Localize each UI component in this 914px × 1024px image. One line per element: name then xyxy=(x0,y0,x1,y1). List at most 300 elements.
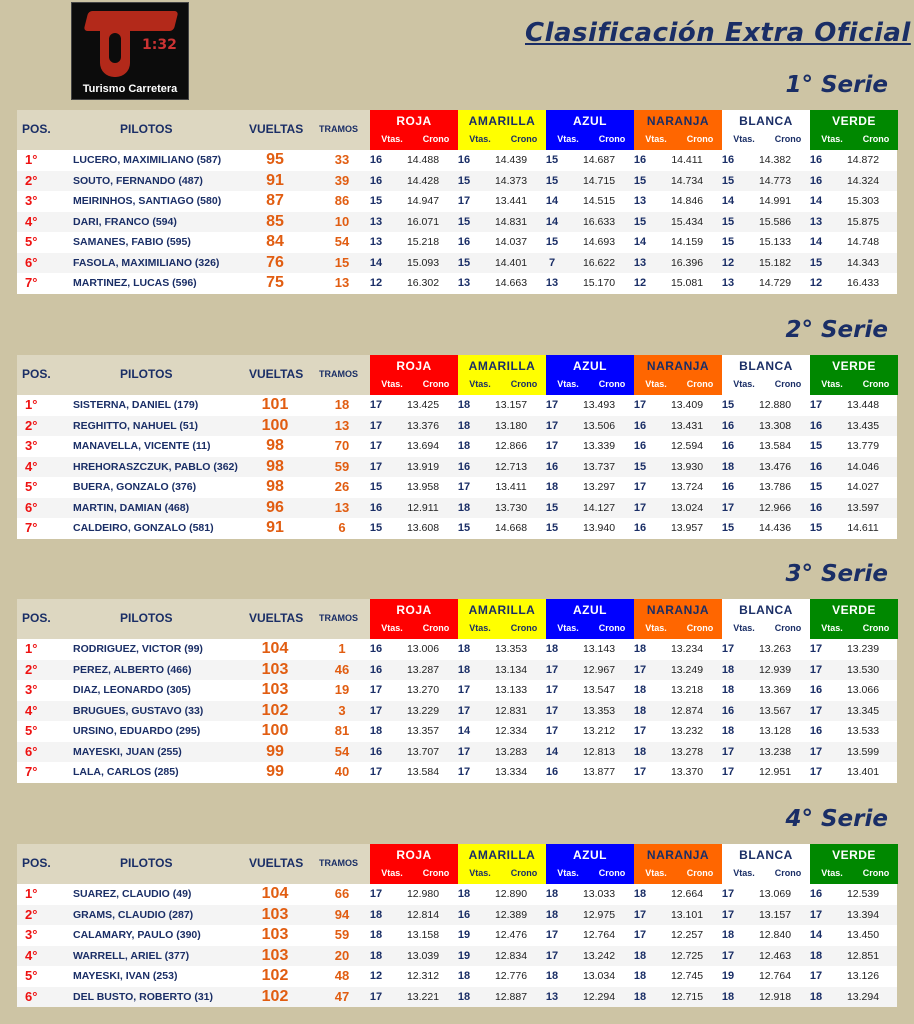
table-header xyxy=(17,599,897,639)
table-row xyxy=(17,742,897,763)
laps-cell: 100 xyxy=(261,722,289,739)
lane-time-cell: 13.737 xyxy=(582,460,616,473)
lane-laps-cell: 13 xyxy=(633,256,647,269)
lane-laps-cell: 18 xyxy=(633,970,647,982)
sections-cell: 15 xyxy=(334,254,350,270)
lane-laps-cell: 16 xyxy=(721,419,735,432)
sections-cell: 33 xyxy=(334,152,350,167)
position-cell: 2° xyxy=(25,417,38,433)
lane-time-cell: 13.411 xyxy=(495,481,527,493)
driver-name: MARTIN, DAMIAN (468) xyxy=(73,501,190,514)
lane-time-cell: 13.369 xyxy=(758,684,792,696)
lane-time-cell: 12.334 xyxy=(494,725,528,737)
sections-cell: 18 xyxy=(334,397,350,412)
driver-name: REGHITTO, NAHUEL (51) xyxy=(73,419,199,432)
lane-laps-cell: 18 xyxy=(457,440,471,452)
laps-cell: 104 xyxy=(261,640,289,657)
lane-time-cell: 13.218 xyxy=(670,684,704,696)
position-cell: 1° xyxy=(25,152,38,167)
lane-time-cell: 13.039 xyxy=(406,949,440,962)
driver-name: CALDEIRO, GONZALO (581) xyxy=(73,522,214,534)
sections-cell: 13 xyxy=(334,499,350,515)
lane-laps-cell: 16 xyxy=(633,154,647,166)
lane-laps-cell: 17 xyxy=(457,766,471,778)
lane-time-cell: 12.918 xyxy=(758,990,792,1003)
table-row xyxy=(17,639,897,660)
sections-cell: 26 xyxy=(334,479,350,494)
table-row xyxy=(17,518,897,539)
serie-title: 3° Serie xyxy=(785,561,888,587)
color-column-header xyxy=(722,844,810,884)
lane-time-cell: 13.263 xyxy=(758,643,792,655)
crono-label: Crono xyxy=(510,379,538,389)
lane-time-cell: 13.958 xyxy=(406,481,440,493)
table-header xyxy=(17,844,897,884)
lane-time-cell: 12.851 xyxy=(846,949,880,962)
laps-cell: 84 xyxy=(266,233,284,250)
laps-cell: 85 xyxy=(266,212,284,230)
lane-time-cell: 14.687 xyxy=(582,154,616,166)
header-tramos: TRAMOS xyxy=(319,369,358,379)
sections-cell: 59 xyxy=(334,458,350,474)
driver-name: DARI, FRANCO (594) xyxy=(73,215,177,228)
lane-time-cell: 12.776 xyxy=(494,970,528,982)
sections-cell: 10 xyxy=(334,213,350,229)
lane-laps-cell: 17 xyxy=(369,460,383,473)
lane-laps-cell: 15 xyxy=(457,256,471,269)
page-title: Clasificación Extra Oficial xyxy=(525,18,911,48)
color-column-header xyxy=(546,599,634,639)
vtas-label: Vtas. xyxy=(381,379,403,389)
sections-cell: 59 xyxy=(334,927,350,942)
lane-laps-cell: 16 xyxy=(721,481,735,493)
lane-time-cell: 14.439 xyxy=(494,154,528,166)
lane-laps-cell: 17 xyxy=(545,725,559,737)
sections-cell: 39 xyxy=(334,172,350,188)
lane-laps-cell: 15 xyxy=(633,215,647,228)
lane-time-cell: 15.875 xyxy=(846,215,880,228)
sections-cell: 54 xyxy=(334,234,350,249)
lane-laps-cell: 13 xyxy=(633,195,647,207)
lane-time-cell: 13.283 xyxy=(494,745,528,758)
color-name: ROJA xyxy=(396,114,432,128)
lane-laps-cell: 13 xyxy=(545,277,559,289)
lane-time-cell: 14.872 xyxy=(846,154,880,166)
crono-label: Crono xyxy=(862,868,890,878)
crono-label: Crono xyxy=(774,868,802,878)
lane-laps-cell: 16 xyxy=(809,888,823,900)
color-name: VERDE xyxy=(832,603,876,617)
lane-laps-cell: 13 xyxy=(545,990,559,1003)
lane-laps-cell: 15 xyxy=(457,215,471,228)
lane-time-cell: 13.394 xyxy=(846,908,880,921)
color-name: AZUL xyxy=(573,603,607,617)
crono-label: Crono xyxy=(774,134,802,144)
table-row xyxy=(17,966,897,987)
lane-laps-cell: 17 xyxy=(633,481,647,493)
table-row xyxy=(17,273,897,294)
lane-time-cell: 13.143 xyxy=(582,643,616,655)
vtas-label: Vtas. xyxy=(645,379,667,389)
lane-time-cell: 13.431 xyxy=(670,419,704,432)
driver-name: LUCERO, MAXIMILIANO (587) xyxy=(73,154,222,166)
lane-laps-cell: 14 xyxy=(369,256,383,269)
crono-label: Crono xyxy=(686,134,714,144)
driver-name: MARTINEZ, LUCAS (596) xyxy=(73,277,197,289)
lane-time-cell: 14.748 xyxy=(846,236,880,248)
crono-label: Crono xyxy=(510,623,538,633)
lane-laps-cell: 18 xyxy=(369,929,383,941)
lane-laps-cell: 15 xyxy=(457,174,471,187)
lane-time-cell: 13.334 xyxy=(494,766,528,778)
driver-name: RODRIGUEZ, VICTOR (99) xyxy=(73,643,203,655)
vtas-label: Vtas. xyxy=(469,868,491,878)
lane-time-cell: 13.357 xyxy=(406,725,440,737)
laps-cell: 91 xyxy=(266,519,284,536)
lane-laps-cell: 17 xyxy=(633,929,647,941)
color-column-header xyxy=(458,599,546,639)
lane-time-cell: 13.287 xyxy=(406,663,440,676)
lane-laps-cell: 17 xyxy=(545,440,559,452)
lane-laps-cell: 17 xyxy=(545,684,559,696)
results-table xyxy=(17,599,897,783)
driver-name: URSINO, EDUARDO (295) xyxy=(73,725,201,737)
lane-time-cell: 13.506 xyxy=(582,419,616,432)
color-column-header xyxy=(458,355,546,395)
vtas-label: Vtas. xyxy=(557,379,579,389)
lane-time-cell: 13.033 xyxy=(582,888,616,900)
lane-laps-cell: 15 xyxy=(545,154,559,166)
position-cell: 6° xyxy=(25,743,38,759)
color-name: AZUL xyxy=(573,359,607,373)
driver-name: MEIRINHOS, SANTIAGO (580) xyxy=(73,195,222,207)
lane-laps-cell: 12 xyxy=(369,277,383,289)
color-name: VERDE xyxy=(832,114,876,128)
lane-time-cell: 12.980 xyxy=(406,888,440,900)
lane-time-cell: 16.633 xyxy=(582,215,616,228)
lane-time-cell: 13.530 xyxy=(846,663,880,676)
lane-laps-cell: 17 xyxy=(457,481,471,493)
lane-laps-cell: 18 xyxy=(721,990,735,1003)
lane-time-cell: 14.401 xyxy=(494,256,528,269)
position-cell: 4° xyxy=(25,947,38,963)
laps-cell: 103 xyxy=(261,926,289,943)
driver-name: WARRELL, ARIEL (377) xyxy=(73,949,190,962)
lane-laps-cell: 16 xyxy=(721,440,735,452)
lane-laps-cell: 19 xyxy=(721,970,735,982)
table-row xyxy=(17,436,897,457)
header-vueltas: VUELTAS xyxy=(249,856,304,870)
lane-laps-cell: 18 xyxy=(457,970,471,982)
lane-laps-cell: 15 xyxy=(721,399,735,411)
color-column-header xyxy=(546,110,634,150)
color-name: AMARILLA xyxy=(468,848,536,862)
lane-laps-cell: 18 xyxy=(633,704,647,717)
header-pos: POS. xyxy=(22,122,51,136)
position-cell: 7° xyxy=(25,275,38,290)
table-row xyxy=(17,680,897,701)
table-body xyxy=(17,639,897,783)
table-row xyxy=(17,150,897,171)
vtas-label: Vtas. xyxy=(821,134,843,144)
lane-time-cell: 13.128 xyxy=(758,725,792,737)
lane-laps-cell: 18 xyxy=(545,481,559,493)
lane-time-cell: 13.786 xyxy=(758,481,792,493)
lane-time-cell: 15.586 xyxy=(758,215,792,228)
lane-time-cell: 14.947 xyxy=(406,195,440,207)
laps-cell: 103 xyxy=(261,681,289,698)
position-cell: 4° xyxy=(25,458,38,474)
lane-time-cell: 13.425 xyxy=(406,399,440,411)
sections-cell: 13 xyxy=(334,275,350,290)
lane-laps-cell: 17 xyxy=(369,704,383,717)
table-row xyxy=(17,171,897,192)
lane-time-cell: 13.597 xyxy=(846,501,880,514)
lane-laps-cell: 16 xyxy=(369,154,383,166)
color-name: BLANCA xyxy=(739,848,793,862)
sections-cell: 1 xyxy=(338,641,346,656)
table-body xyxy=(17,395,897,539)
sections-cell: 13 xyxy=(334,417,350,433)
lane-laps-cell: 18 xyxy=(809,990,823,1003)
lane-laps-cell: 18 xyxy=(633,888,647,900)
vtas-label: Vtas. xyxy=(469,134,491,144)
color-name: AMARILLA xyxy=(468,603,536,617)
position-cell: 1° xyxy=(25,641,38,656)
color-column-header xyxy=(634,844,722,884)
sections-cell: 6 xyxy=(338,520,346,535)
lane-time-cell: 13.157 xyxy=(494,399,528,411)
lane-laps-cell: 16 xyxy=(809,460,823,473)
crono-label: Crono xyxy=(510,134,538,144)
lane-time-cell: 12.257 xyxy=(670,929,704,941)
lane-time-cell: 13.877 xyxy=(582,766,616,778)
lane-laps-cell: 16 xyxy=(457,460,471,473)
laps-cell: 87 xyxy=(266,192,284,209)
lane-laps-cell: 15 xyxy=(809,440,823,452)
table-body xyxy=(17,884,897,1007)
lane-time-cell: 13.212 xyxy=(582,725,616,737)
table-row xyxy=(17,884,897,905)
color-name: BLANCA xyxy=(739,603,793,617)
crono-label: Crono xyxy=(774,379,802,389)
lane-laps-cell: 14 xyxy=(809,236,823,248)
lane-time-cell: 12.745 xyxy=(670,970,704,982)
lane-time-cell: 12.911 xyxy=(407,501,439,514)
table-row xyxy=(17,191,897,212)
lane-laps-cell: 16 xyxy=(457,908,471,921)
laps-cell: 91 xyxy=(266,171,284,189)
position-cell: 6° xyxy=(25,499,38,515)
lane-laps-cell: 18 xyxy=(369,908,383,921)
vtas-label: Vtas. xyxy=(733,623,755,633)
lane-time-cell: 12.463 xyxy=(758,949,792,962)
lane-laps-cell: 14 xyxy=(721,195,735,207)
lane-time-cell: 14.668 xyxy=(494,522,528,534)
lane-laps-cell: 13 xyxy=(721,277,735,289)
lane-time-cell: 13.294 xyxy=(846,990,880,1003)
lane-time-cell: 13.232 xyxy=(670,725,704,737)
vtas-label: Vtas. xyxy=(469,623,491,633)
header-pilotos: PILOTOS xyxy=(120,122,173,136)
crono-label: Crono xyxy=(422,623,450,633)
lane-time-cell: 12.713 xyxy=(494,460,528,473)
color-name: ROJA xyxy=(396,359,432,373)
lane-laps-cell: 15 xyxy=(545,501,559,514)
driver-name: SAMANES, FABIO (595) xyxy=(73,236,191,248)
lane-time-cell: 13.584 xyxy=(758,440,792,452)
header-vueltas: VUELTAS xyxy=(249,367,304,381)
lane-laps-cell: 18 xyxy=(721,460,735,473)
lane-laps-cell: 18 xyxy=(369,949,383,962)
lane-laps-cell: 17 xyxy=(721,908,735,921)
lane-time-cell: 13.345 xyxy=(846,704,880,717)
lane-laps-cell: 17 xyxy=(809,399,823,411)
color-column-header xyxy=(810,844,898,884)
position-cell: 5° xyxy=(25,479,38,494)
crono-label: Crono xyxy=(862,134,890,144)
lane-laps-cell: 17 xyxy=(369,419,383,432)
lane-time-cell: 13.409 xyxy=(670,399,704,411)
driver-name: DEL BUSTO, ROBERTO (31) xyxy=(73,990,214,1003)
lane-time-cell: 12.814 xyxy=(406,908,440,921)
lane-laps-cell: 15 xyxy=(369,195,383,207)
vtas-label: Vtas. xyxy=(733,868,755,878)
lane-laps-cell: 17 xyxy=(633,766,647,778)
lane-laps-cell: 15 xyxy=(545,174,559,187)
lane-time-cell: 12.834 xyxy=(494,949,528,962)
crono-label: Crono xyxy=(422,134,450,144)
lane-time-cell: 14.382 xyxy=(758,154,792,166)
lane-laps-cell: 7 xyxy=(548,256,556,269)
lane-laps-cell: 17 xyxy=(369,990,383,1003)
lane-time-cell: 14.991 xyxy=(758,195,792,207)
lane-laps-cell: 14 xyxy=(545,745,559,758)
lane-time-cell: 14.411 xyxy=(671,154,703,166)
header-vueltas: VUELTAS xyxy=(249,611,304,625)
lane-laps-cell: 17 xyxy=(721,766,735,778)
lane-laps-cell: 16 xyxy=(545,766,559,778)
lane-time-cell: 15.170 xyxy=(582,277,616,289)
lane-laps-cell: 16 xyxy=(809,501,823,514)
lane-laps-cell: 14 xyxy=(809,929,823,941)
lane-laps-cell: 18 xyxy=(545,970,559,982)
driver-name: HREHORASZCZUK, PABLO (362) xyxy=(73,460,238,473)
lane-laps-cell: 17 xyxy=(809,745,823,758)
table-row xyxy=(17,457,897,478)
lane-laps-cell: 18 xyxy=(545,643,559,655)
crono-label: Crono xyxy=(686,379,714,389)
lane-laps-cell: 15 xyxy=(721,174,735,187)
laps-cell: 99 xyxy=(266,742,284,760)
lane-time-cell: 13.066 xyxy=(846,684,880,696)
vtas-label: Vtas. xyxy=(557,623,579,633)
lane-laps-cell: 17 xyxy=(545,929,559,941)
lane-laps-cell: 14 xyxy=(457,725,471,737)
color-name: NARANJA xyxy=(646,114,710,128)
lane-laps-cell: 17 xyxy=(545,704,559,717)
crono-label: Crono xyxy=(686,868,714,878)
lane-time-cell: 13.724 xyxy=(670,481,704,493)
header-tramos: TRAMOS xyxy=(319,858,358,868)
color-column-header xyxy=(370,599,458,639)
lane-laps-cell: 18 xyxy=(369,725,383,737)
crono-label: Crono xyxy=(774,623,802,633)
lane-laps-cell: 17 xyxy=(809,704,823,717)
lane-laps-cell: 17 xyxy=(633,399,647,411)
lane-time-cell: 13.339 xyxy=(582,440,616,452)
lane-laps-cell: 12 xyxy=(721,256,735,269)
lane-time-cell: 13.353 xyxy=(494,643,528,655)
lane-laps-cell: 16 xyxy=(721,154,735,166)
vtas-label: Vtas. xyxy=(381,623,403,633)
driver-name: MAYESKI, JUAN (255) xyxy=(73,745,182,758)
lane-laps-cell: 18 xyxy=(457,663,471,676)
lane-time-cell: 15.081 xyxy=(670,277,704,289)
laps-cell: 99 xyxy=(266,763,284,780)
vtas-label: Vtas. xyxy=(469,379,491,389)
lane-time-cell: 13.238 xyxy=(758,745,792,758)
lane-laps-cell: 18 xyxy=(633,684,647,696)
lane-time-cell: 13.779 xyxy=(846,440,880,452)
lane-time-cell: 14.611 xyxy=(847,522,879,534)
lane-time-cell: 13.707 xyxy=(406,745,440,758)
lane-time-cell: 14.324 xyxy=(846,174,880,187)
lane-laps-cell: 13 xyxy=(457,277,471,289)
lane-laps-cell: 16 xyxy=(457,154,471,166)
lane-time-cell: 12.975 xyxy=(582,908,616,921)
lane-laps-cell: 17 xyxy=(369,684,383,696)
lane-time-cell: 13.069 xyxy=(758,888,792,900)
lane-laps-cell: 17 xyxy=(457,704,471,717)
driver-name: BUERA, GONZALO (376) xyxy=(73,481,197,493)
lane-laps-cell: 17 xyxy=(369,399,383,411)
lane-time-cell: 12.939 xyxy=(758,663,792,676)
lane-time-cell: 12.866 xyxy=(494,440,528,452)
lane-time-cell: 13.450 xyxy=(846,929,880,941)
position-cell: 1° xyxy=(25,397,38,412)
crono-label: Crono xyxy=(686,623,714,633)
lane-time-cell: 16.396 xyxy=(670,256,704,269)
header-tramos: TRAMOS xyxy=(319,613,358,623)
lane-time-cell: 15.218 xyxy=(406,236,440,248)
lane-laps-cell: 18 xyxy=(633,949,647,962)
lane-time-cell: 12.476 xyxy=(494,929,528,941)
lane-laps-cell: 18 xyxy=(721,725,735,737)
lane-time-cell: 13.401 xyxy=(846,766,880,778)
table-row xyxy=(17,946,897,967)
lane-laps-cell: 16 xyxy=(809,684,823,696)
header-pilotos: PILOTOS xyxy=(120,611,173,625)
lane-time-cell: 14.663 xyxy=(494,277,528,289)
driver-name: MANAVELLA, VICENTE (11) xyxy=(73,440,211,452)
table-row xyxy=(17,253,897,274)
laps-cell: 103 xyxy=(261,660,289,678)
results-table xyxy=(17,110,897,294)
lane-laps-cell: 17 xyxy=(369,888,383,900)
lane-time-cell: 14.729 xyxy=(758,277,792,289)
table-row xyxy=(17,395,897,416)
lane-time-cell: 13.221 xyxy=(406,990,440,1003)
lane-laps-cell: 18 xyxy=(457,501,471,514)
lane-time-cell: 12.966 xyxy=(758,501,792,514)
color-column-header xyxy=(546,355,634,395)
lane-time-cell: 16.302 xyxy=(406,277,440,289)
laps-cell: 104 xyxy=(261,885,289,902)
color-name: ROJA xyxy=(396,603,432,617)
position-cell: 2° xyxy=(25,661,38,677)
lane-laps-cell: 17 xyxy=(545,419,559,432)
